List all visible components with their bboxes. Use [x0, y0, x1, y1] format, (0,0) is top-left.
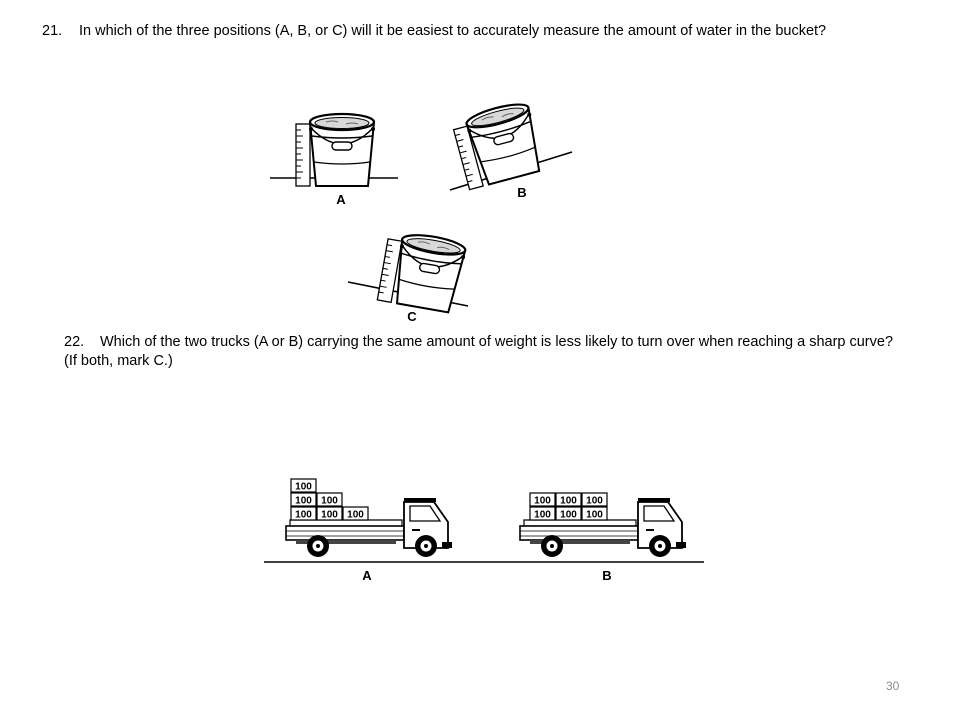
- truck-a-crate-label: 100: [295, 509, 312, 521]
- truck-a-crate: [291, 493, 316, 507]
- truck-a-crates: [291, 479, 368, 521]
- truck-b-crate-label: 100: [560, 495, 577, 507]
- truck-b-crate: [556, 493, 581, 507]
- page-number: 30: [886, 679, 900, 693]
- truck-a-crate: [343, 507, 368, 521]
- truck-a-crate-label: 100: [295, 495, 312, 507]
- truck-b-crate: [582, 507, 607, 521]
- truck-b-crate-label: 100: [586, 509, 603, 521]
- bucket-a-label: A: [336, 192, 346, 207]
- truck-b-illustration: [520, 493, 686, 557]
- bucket-b-label: B: [517, 185, 527, 200]
- truck-a-crate-label: 100: [347, 509, 364, 521]
- truck-b-crates: [530, 493, 607, 521]
- question-21-number: 21.: [42, 23, 63, 39]
- truck-a-crate: [291, 479, 316, 493]
- truck-a-illustration: [286, 479, 452, 557]
- truck-b-crate: [530, 493, 555, 507]
- question-22-number: 22.: [64, 334, 85, 350]
- bucket-c-label: C: [407, 309, 417, 324]
- truck-b-crate: [556, 507, 581, 521]
- truck-a-label: A: [362, 568, 372, 583]
- truck-a-crate: [317, 493, 342, 507]
- truck-b-crate: [582, 493, 607, 507]
- truck-a-crate: [317, 507, 342, 521]
- truck-a-crate: [291, 507, 316, 521]
- truck-a-crate-label: 100: [295, 481, 312, 493]
- truck-b-label: B: [602, 568, 612, 583]
- truck-b-crate-label: 100: [560, 509, 577, 521]
- truck-b-crate-label: 100: [534, 509, 551, 521]
- truck-b-crate: [530, 507, 555, 521]
- truck-b-crate-label: 100: [586, 495, 603, 507]
- question-22-text: Which of the two trucks (A or B) carrying the same amount of weight is less likely to turn over when reaching a sharp curve? (If both, mark C.): [64, 334, 894, 369]
- truck-b-crate-label: 100: [534, 495, 551, 507]
- truck-a-crate-label: 100: [321, 509, 338, 521]
- truck-a-crate-label: 100: [321, 495, 338, 507]
- question-21-text: In which of the three positions (A, B, or C) will it be easiest to accurately measure the amount of water in the bucket?: [79, 23, 827, 39]
